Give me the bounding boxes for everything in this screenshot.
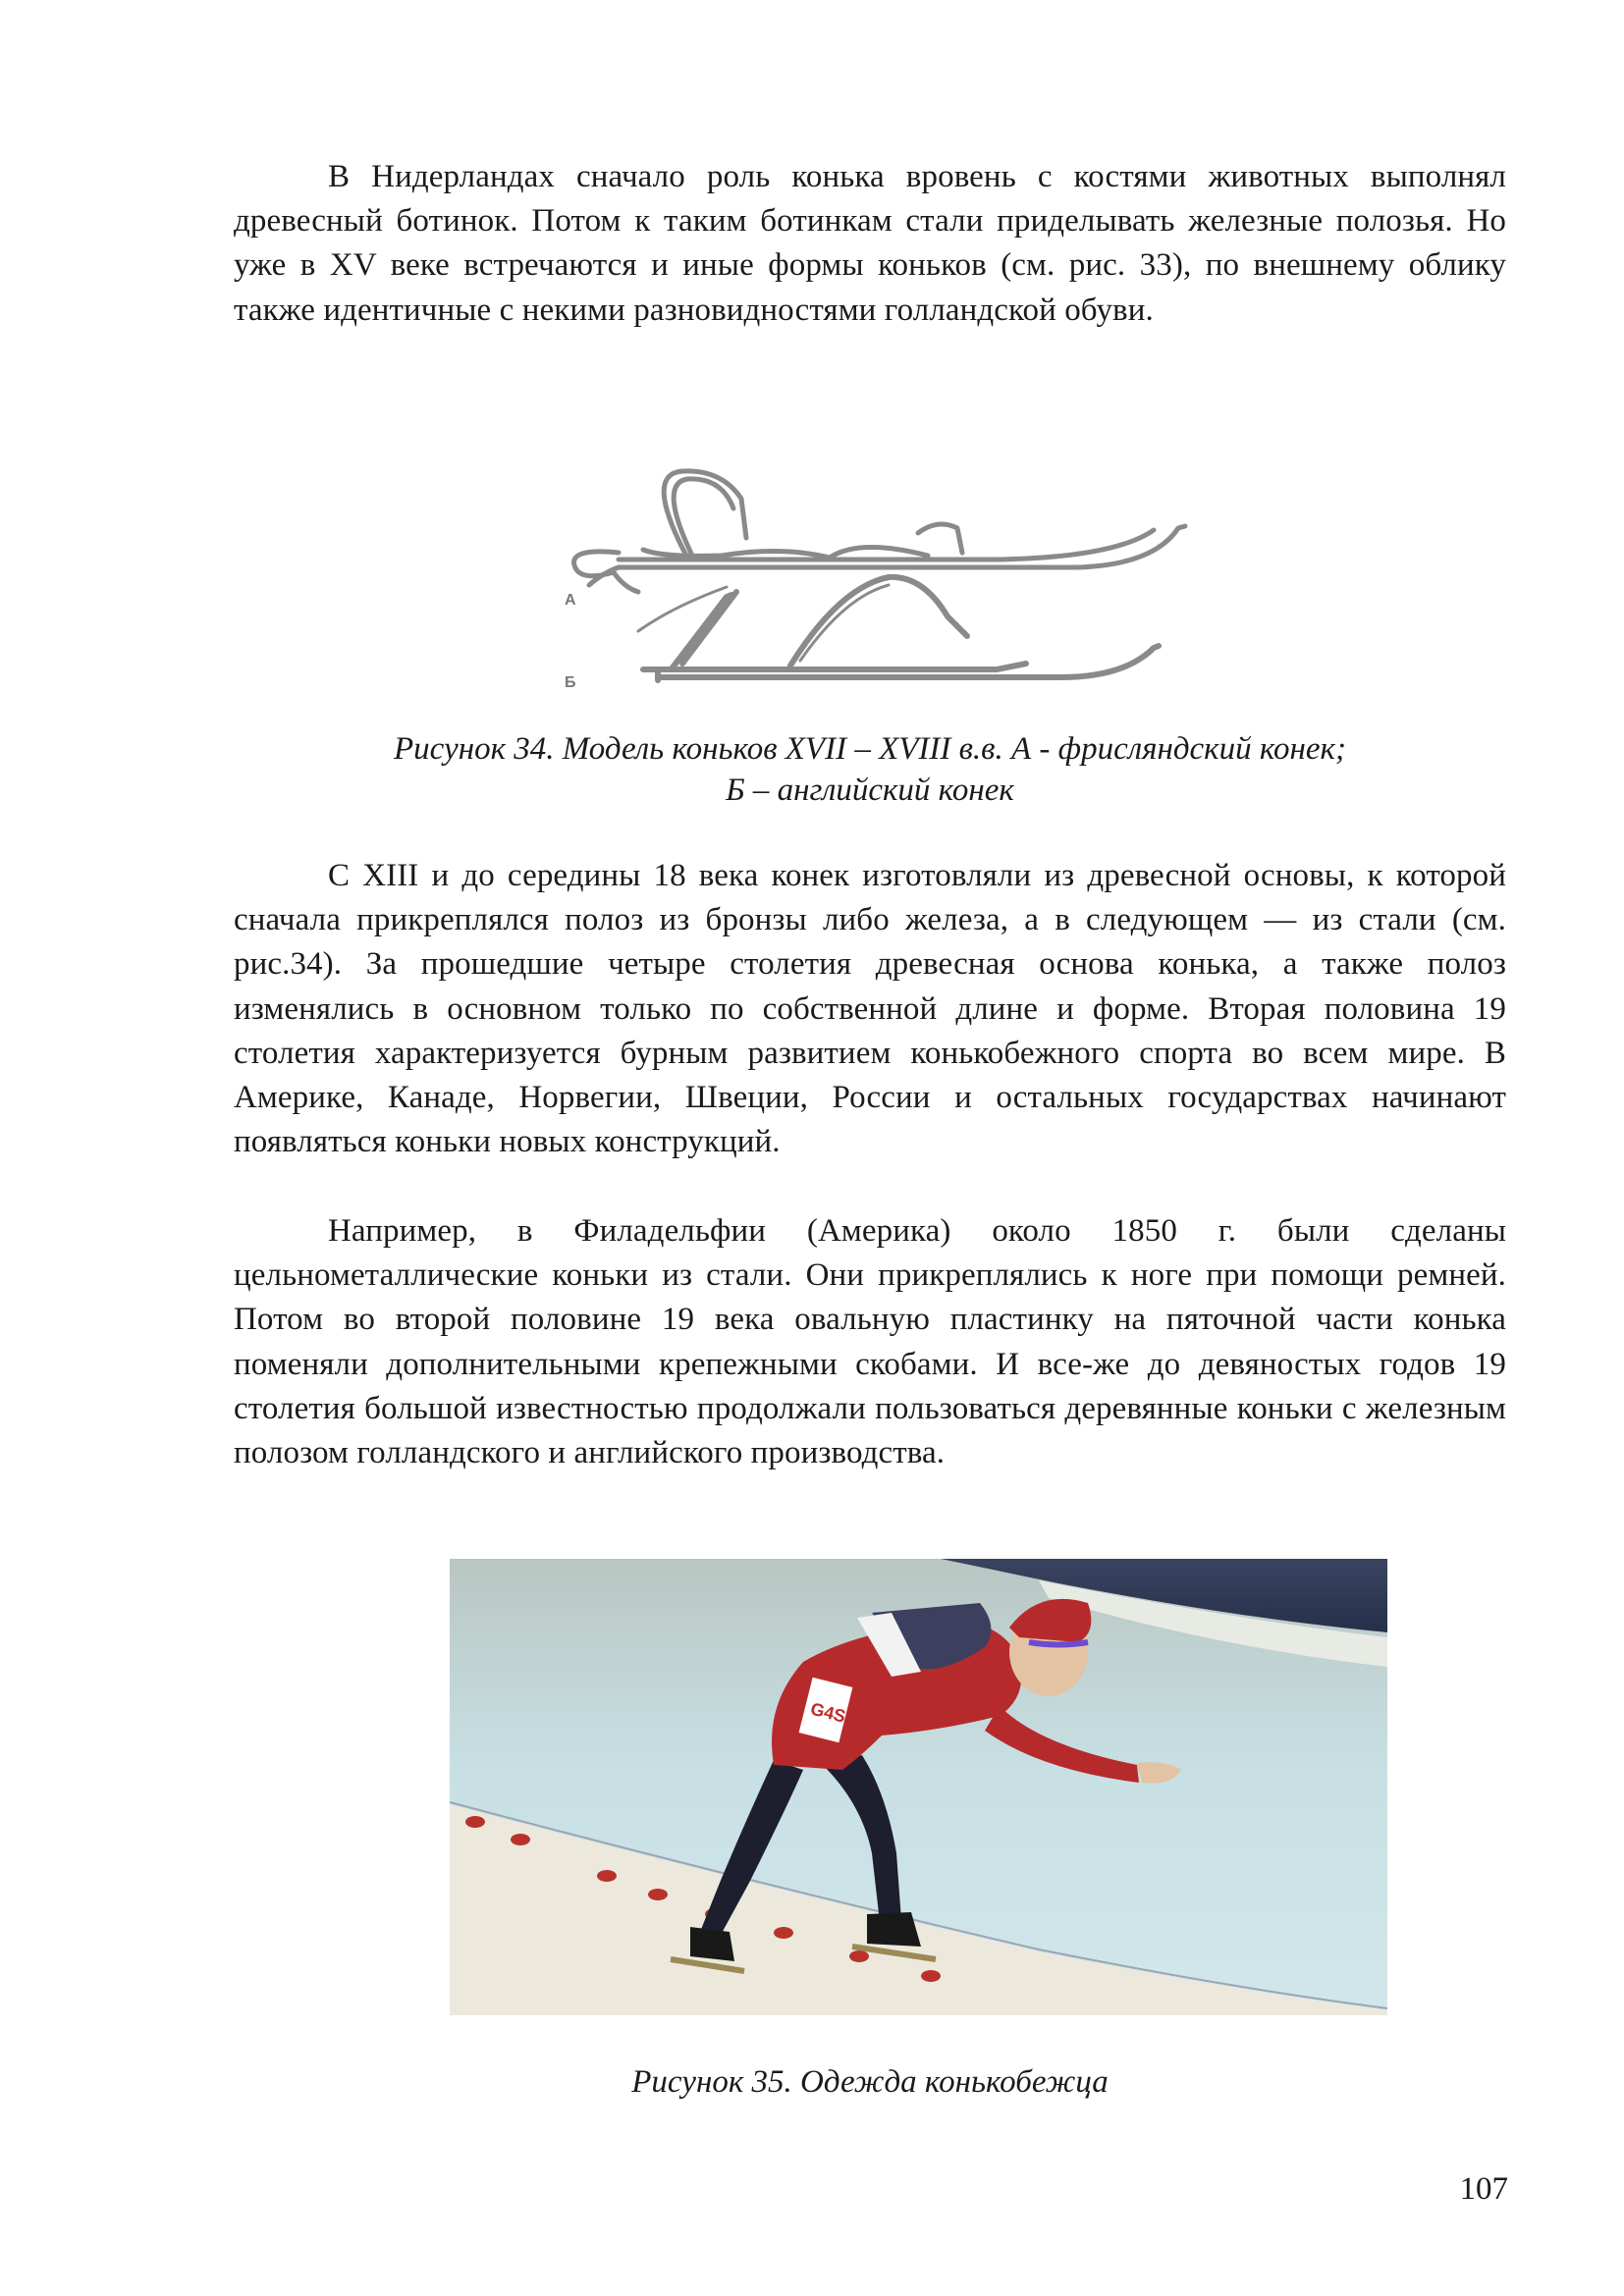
page-number: 107	[1459, 2171, 1508, 2207]
frisian-skate	[574, 471, 1185, 592]
english-skate	[638, 577, 1159, 680]
figure-35-speed-skater-photo	[450, 1559, 1387, 2015]
bib-logo: G4S	[808, 1698, 848, 1727]
figure-34-caption: Рисунок 34. Модель коньков XVII – XVIII в.в. А - фрисляндский конек; Б – английский конек	[394, 731, 1346, 808]
paragraph-philadelphia: Например, в Филадельфии (Америка) около 1850 г. были сделаны цельнометаллические коньки из стали. Они прикреплялись к ноге при помощи ремней. Потом во второй половине 19 века овальную пластинку на пяточной части конька поменяли дополнительными крепежными скобами. И все-же до девяностых годов 19 столетия большой известностью продолжали пользоваться деревянные коньки с железным полозом голландского и английского производства.	[234, 1213, 1506, 1471]
label-a: А	[565, 592, 576, 609]
figure-34-skates-drawing	[565, 459, 1213, 695]
label-b: Б	[565, 674, 576, 691]
speed-skater-image	[450, 1559, 1387, 2015]
paragraph-netherlands: В Нидерландах сначало роль конька вровень с костями животных выполнял древесный ботинок. Потом к таким ботинкам стали приделывать железные полозья. Но уже в XV веке встречаются и иные формы коньков (см. рис. 33), по внешнему облику также идентичные с некими разновидностями голландской обуви.	[234, 159, 1506, 328]
figure-35-caption: Рисунок 35. Одежда конькобежца	[631, 2064, 1109, 2100]
paragraph-history: С XIII и до середины 18 века конек изготовляли из древесной основы, к которой сначала прикреплялся полоз из бронзы либо железа, а в следующем — из стали (см. рис.34). За прошедшие четыре столетия древесная основа конька, а также полоз изменялись в основном только по собственной длине и форме. Вторая половина 19 столетия характеризуется бурным развитием конькобежного спорта во всем мире. В Америке, Канаде, Норвегии, Швеции, России и остальных государствах начинают появляться коньки новых конструкций.	[234, 858, 1506, 1160]
skates-illustration	[565, 459, 1213, 695]
